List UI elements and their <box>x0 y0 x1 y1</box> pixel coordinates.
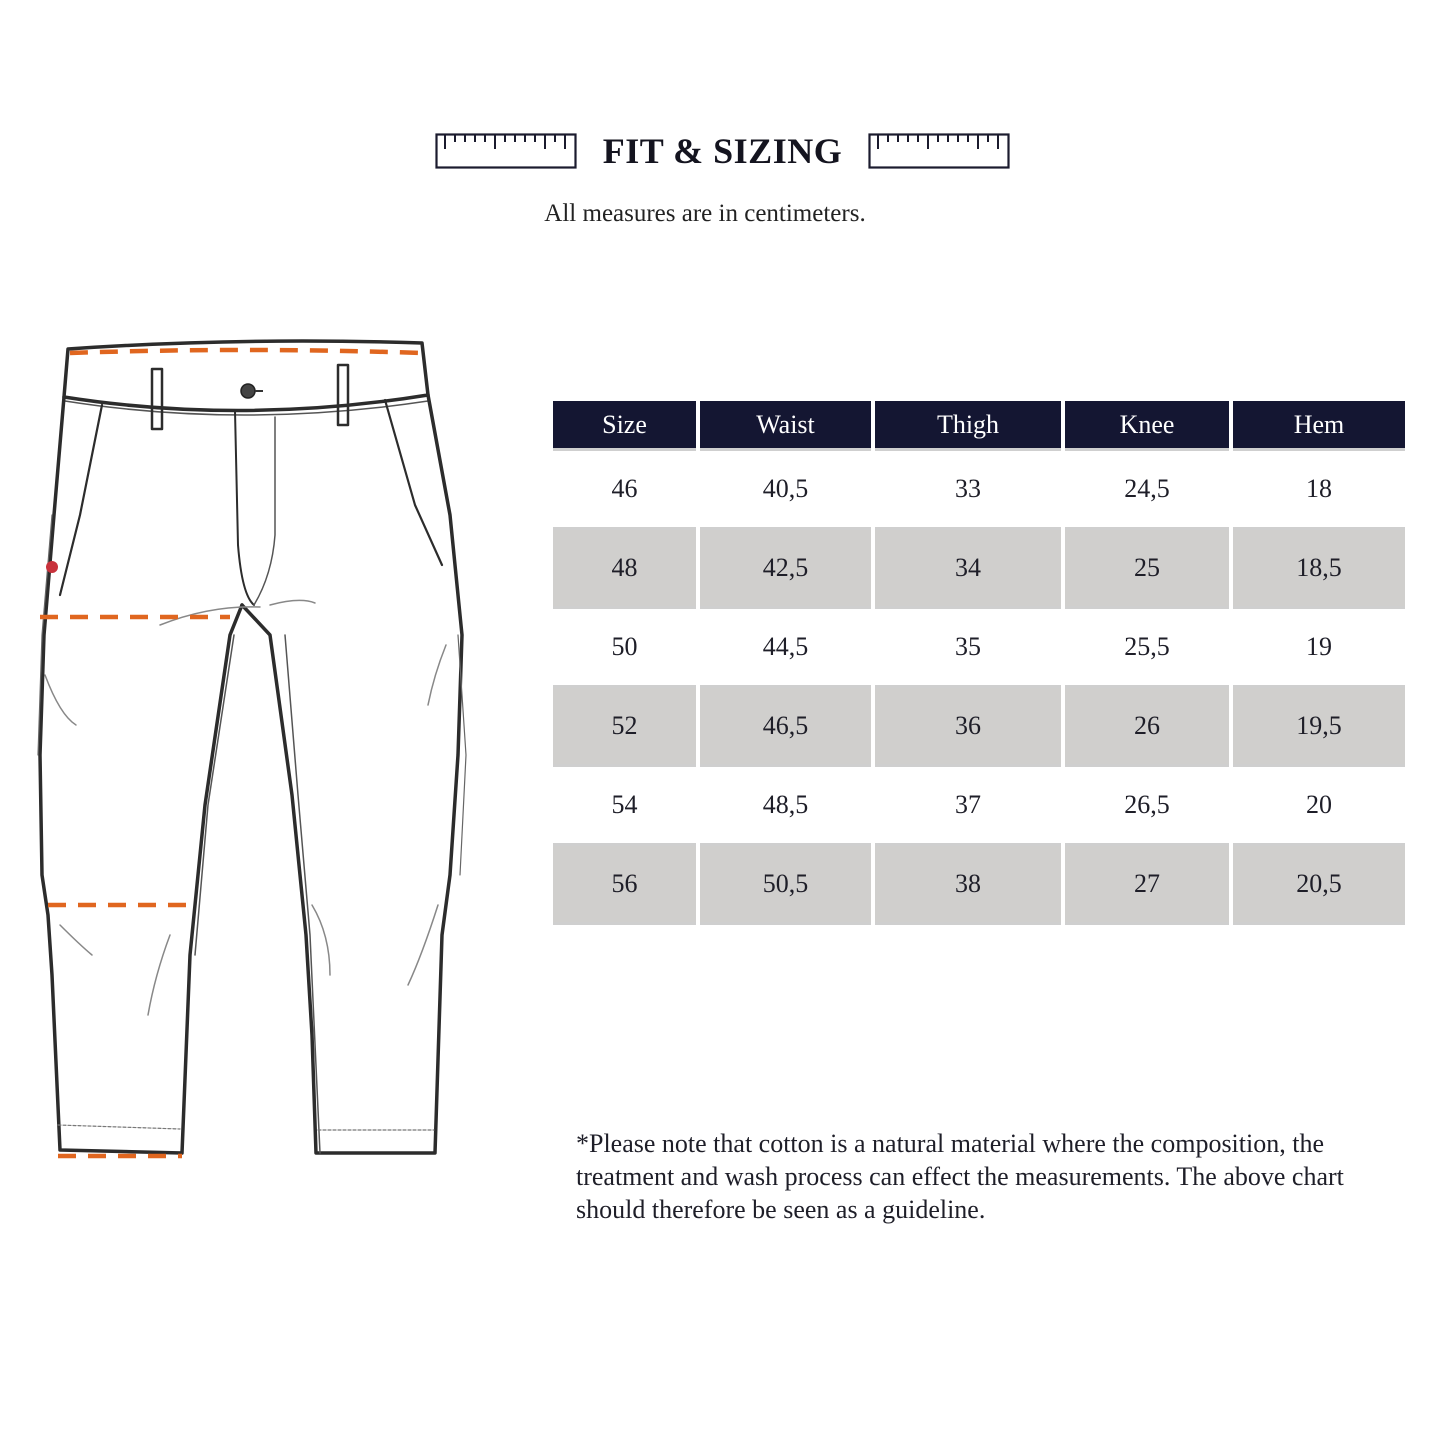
cell-waist: 48,5 <box>700 764 871 843</box>
cell-waist: 50,5 <box>700 843 871 925</box>
size-table <box>549 401 1409 925</box>
cell-hem: 19,5 <box>1233 685 1405 764</box>
cell-knee: 24,5 <box>1065 448 1229 527</box>
cell-hem: 20 <box>1233 764 1405 843</box>
page-title: FIT & SIZING <box>602 131 843 171</box>
pants-illustration <box>30 335 470 1165</box>
cell-thigh: 33 <box>875 448 1061 527</box>
ruler-icon <box>868 133 1010 169</box>
cell-hem: 18,5 <box>1233 527 1405 606</box>
cell-size: 56 <box>553 843 696 925</box>
cell-size: 54 <box>553 764 696 843</box>
table-row <box>553 843 1405 925</box>
cell-knee: 26,5 <box>1065 764 1229 843</box>
cell-hem: 20,5 <box>1233 843 1405 925</box>
cell-waist: 40,5 <box>700 448 871 527</box>
cell-thigh: 36 <box>875 685 1061 764</box>
column-header-knee: Knee <box>1065 401 1229 448</box>
table-row <box>553 527 1405 606</box>
cell-knee: 25 <box>1065 527 1229 606</box>
cell-knee: 27 <box>1065 843 1229 925</box>
cell-thigh: 37 <box>875 764 1061 843</box>
cell-hem: 18 <box>1233 448 1405 527</box>
ruler-icon <box>435 133 577 169</box>
cell-knee: 25,5 <box>1065 606 1229 685</box>
cell-size: 52 <box>553 685 696 764</box>
page-header <box>0 130 1445 172</box>
cell-size: 50 <box>553 606 696 685</box>
column-header-hem: Hem <box>1233 401 1405 448</box>
cell-size: 48 <box>553 527 696 606</box>
cell-size: 46 <box>553 448 696 527</box>
cell-thigh: 34 <box>875 527 1061 606</box>
cell-thigh: 35 <box>875 606 1061 685</box>
table-header-row <box>553 401 1405 448</box>
disclaimer-note: *Please note that cotton is a natural material where the composition, the treatment and wash process can effect the measurements. The above chart should therefore be seen as a guideline. <box>576 1129 1344 1224</box>
cell-hem: 19 <box>1233 606 1405 685</box>
column-header-thigh: Thigh <box>875 401 1061 448</box>
cell-waist: 42,5 <box>700 527 871 606</box>
cell-waist: 44,5 <box>700 606 871 685</box>
cell-waist: 46,5 <box>700 685 871 764</box>
cell-thigh: 38 <box>875 843 1061 925</box>
table-row <box>553 764 1405 843</box>
page-subtitle: All measures are in centimeters. <box>544 200 866 227</box>
column-header-size: Size <box>553 401 696 448</box>
table-row <box>553 685 1405 764</box>
column-header-waist: Waist <box>700 401 871 448</box>
table-row <box>553 606 1405 685</box>
table-row <box>553 448 1405 527</box>
cell-knee: 26 <box>1065 685 1229 764</box>
